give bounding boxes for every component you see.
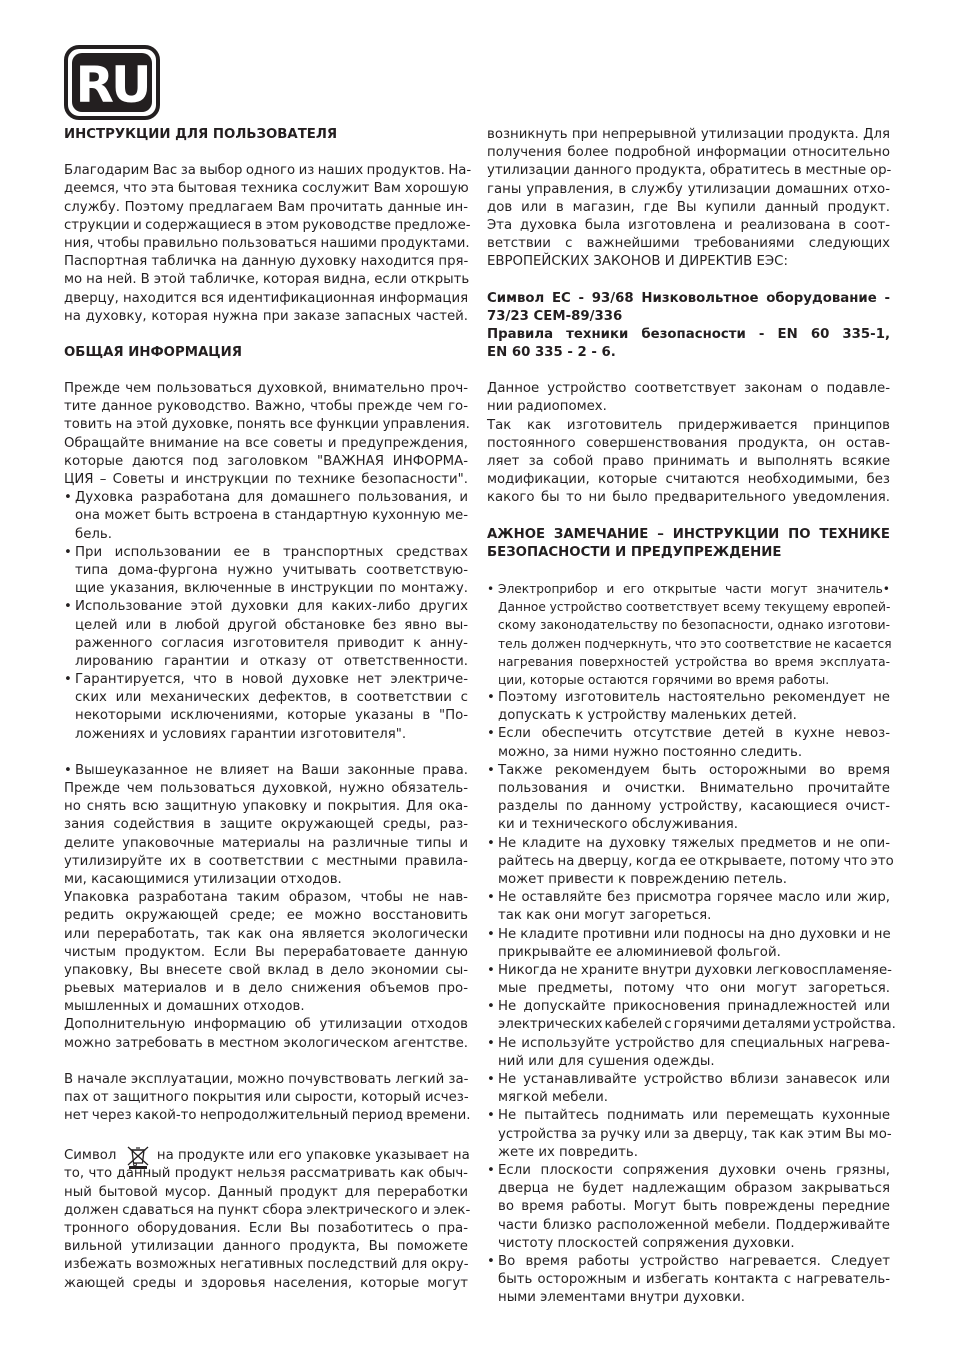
paragraph-gap [487,562,890,580]
bullet-continuation: щие указания, включенные в инструкции по монтажу. [75,581,468,597]
section-heading: ОБЩАЯ ИНФОРМАЦИЯ [64,344,242,360]
right-column [487,126,896,1307]
symbol-line-before: Символ [64,1148,117,1164]
text-line: должен сдаваться на пункт сбора электрического и элек- [64,1202,471,1218]
section-heading: БЕЗОПАСНОСТИ И ПРЕДУПРЕЖДЕНИЕ [487,544,782,560]
text-line: ганы управления, в службу утилизации домашних отхо- [487,181,890,197]
text-line: ный бытовой мусор. Данный продукт для переработки [64,1184,468,1200]
bullet-item: • Вышеуказанное не влияет на Ваши законные права. [64,762,468,780]
bullet-continuation: ний или для сушения одежды. [498,1053,715,1069]
text-line: Упаковка разработана таким образом, чтобы не нав- [64,890,468,906]
text-line: получения более подробной информации относительно [487,145,890,161]
text-line: можно затребовать в местном экологическом агентстве. [64,1035,468,1051]
bullet-continuation: она может быть встроена в стандартную кухонную ме- [75,508,468,524]
bullet-continuation: устройства за ручку или за дверцу, так как этим Вы мо- [498,1126,892,1142]
paragraph-gap [64,1125,468,1143]
text-line: Благодарим Вас за выбор одного из наших продуктов. На- [64,163,472,179]
bullet-continuation: электрических кабелей с горячими деталями устройства. [498,1017,896,1033]
text-line: ЦИЯ – Советы и инструкции по технике безопасности". [64,472,468,487]
bullet-continuation: дверца не будет надлежащим образом закрываться [498,1181,890,1197]
paragraph-gap [64,362,468,380]
bullet-continuation: ложениях и условиях гарантии изготовителя". [75,726,407,742]
bullet-continuation: может привести к повреждению петель. [498,871,788,887]
language-badge-fill [72,53,152,112]
text-line: деемся, что эта бытовая техника сослужит Вам хорошую [64,181,469,197]
text-line: Прежде чем пользоваться духовкой, нужно обязатель- [64,781,468,796]
bullet-item: • Поэтому изготовитель настоятельно рекомендует не [487,689,890,707]
bullet-item: • Не оставляйте без присмотра горячее масло или жир, [487,889,890,907]
text-line: ЕВРОПЕЙСКИХ ЗАКОНОВ И ДИРЕКТИВ ЕЭС: [487,254,788,270]
text-line: нет через какой-то непродолжительный период времени. [64,1108,471,1124]
text-line: Паспортная табличка на данную духовку находится пря- [64,254,469,270]
bullet-item: • Не кладите противни или подносы на дно духовки и не [487,926,890,944]
standard-line: Символ ЕС - 93/68 Низковольтное оборудование - [487,290,890,306]
bullet-item: • Если обеспечить отсутствие детей в кухне невоз- [487,725,890,743]
bullet-item: • Никогда не храните внутри духовки легковоспламеняе- [487,962,890,980]
bullet-continuation: можно, за ними нужно постоянно следить. [498,744,803,760]
text-line: ляет за собой право принимать и выполнять всякие [487,454,890,469]
bullet-item: • При использовании ее в транспортных средствах [64,544,468,562]
text-line: Эта духовка была изготовлена и реализована в соот- [487,217,890,233]
bullet-item: • Если плоскости сопряжения духовки очень грязны, [487,1162,890,1180]
bullet-item: • Не пытайтесь поднимать или перемещать кухонные [487,1107,890,1125]
text-line: дверцу, находится вся идентификационная информация [64,290,469,306]
paragraph-gap [487,362,890,380]
bullet-continuation: допускать к устройству маленьких детей. [498,708,797,724]
text-line: Прежде чем пользоваться духовкой, внимательно проч- [64,381,468,397]
text-line: возникнуть при непрерывной утилизации продукта. Для [487,127,890,142]
bullet-continuation: раженного согласия изготовителя приводит к анну- [75,635,468,651]
text-line: жающей среды и здоровья населения, которые могут [64,1275,468,1291]
bullet-continuation: нагревания поверхностей устройства во время эксплуата- [498,654,890,669]
bullet-item: • Не кладите на духовку тяжелых предметов и не опи- [487,835,890,853]
paragraph-gap [487,272,890,290]
text-line: но снять всю защитную упаковку и покрытия. Для ока- [64,799,468,815]
bullet-continuation: во время работы. Могут быть повреждены передние [498,1199,890,1215]
text-line: утилизации данного продукта, обратитесь в местные ор- [487,163,892,179]
bullet-continuation: ными элементами внутри духовки. [498,1290,746,1306]
section-heading: ИНСТРУКЦИИ ДЛЯ ПОЛЬЗОВАТЕЛЯ [64,127,338,142]
bullet-continuation: быть осторожным и избегать контакта с нагреватель- [498,1272,890,1288]
text-line: утилизируйте их в соответствии с местными правила- [64,853,468,869]
bullet-continuation: бель. [75,526,112,542]
left-column-text-end [64,1165,471,1292]
text-line: зания содействия в защите окружающей среды, раз- [64,817,468,833]
text-line: службу. Поэтому предлагаем Вам прочитать данные ин- [64,199,468,215]
bullet-continuation: ских или механических дефектов, в соответствии с [75,690,468,706]
bullet-continuation: жете их повредить. [498,1144,638,1160]
language-code: RU [75,56,149,114]
text-line: Дополнительную информацию об утилизации отходов [64,1017,468,1033]
text-line: модификации, которые считаются необходимыми, без [487,472,890,488]
text-line: или переработать, так как она является экологически [64,926,468,942]
bullet-item: • Гарантируется, что в новой духовке нет электриче- [64,671,468,689]
text-line: тите данное руководство. Важно, чтобы прежде чем го- [64,399,468,415]
text-line: Обращайте внимание на все советы и предупреждения, [64,435,468,451]
bullet-continuation: ции, которые остаются горячими во время работы. [498,672,830,687]
symbol-line [64,1143,468,1165]
text-line: дов или в магазин, где Вы купили данный продукт. [487,199,890,215]
bullet-continuation: мягкой мебели. [498,1090,609,1106]
text-line: струкции и содержащиеся в этом руководстве предложе- [64,217,471,233]
text-line: рьевых материалов и в дело снижения объемов про- [64,981,468,997]
left-column-text [64,126,472,1143]
language-badge [64,45,160,120]
text-line: то, что данный продукт нельзя рассматривать как обыч- [64,1166,468,1182]
right-column-text [487,126,896,1307]
bullet-item: • Использование этой духовки для каких-либо других [64,598,468,616]
text-line: пах от защитного покрытия или сырости, который исчез- [64,1090,469,1105]
bullet-continuation: разделы по данному устройству, касающиеся очист- [498,799,890,815]
text-line: которые даются под заголовком "ВАЖНАЯ ИНФОРМА- [64,453,468,469]
text-line: мо на ней. В этой табличке, которая видна, если открыть [64,272,470,288]
text-line: товить на этой духовке, понять все функции управления. [64,417,470,433]
bullet-item: • Не допускайте прикосновения принадлежностей или [487,998,890,1016]
standard-line: Правила техники безопасности - EN 60 335-1, [487,326,890,342]
bullet-continuation: ки и технического обслуживания. [498,817,738,833]
symbol-line-after: на продукте или его упаковке указывает на [156,1148,470,1164]
paragraph-gap [64,1053,468,1071]
paragraph-gap [64,326,468,344]
standard-line: EN 60 335 - 2 - 6. [487,345,616,361]
bullet-continuation: тель должен подчеркнуть, что это соответствие не касается [498,636,892,651]
bullet-continuation: мые предметы, потому что они могут загореться. [498,981,890,997]
bullet-item: • Духовка разработана для домашнего пользования, и [64,489,468,507]
text-line: Данное устройство соответствует законам о подавле- [487,381,890,397]
text-line: постоянного совершенствования продукта, он остав- [487,435,890,451]
paragraph-gap [487,508,890,526]
bullet-continuation: некоторыми исключениями, которые указаны в "По- [75,708,468,724]
bullet-item: • Не используйте устройство для специальных нагрева- [487,1035,890,1053]
bullet-item: • Не устанавливайте устройство вблизи занавесок или [487,1071,890,1089]
bullet-item: • Электроприбор и его открытые части могут значитель• [487,580,890,598]
standard-line: 73/23 CEM-89/336 [487,308,623,324]
bullet-continuation: части близко расположенной мебели. Поддерживайте [498,1217,890,1233]
bullet-continuation: лированию гарантии и отказу от ответственности. [75,653,468,669]
text-line: нии радиопомех. [487,399,607,415]
text-line: В начале эксплуатации, можно почувствовать легкий за- [64,1071,469,1087]
text-line: ветствии с важнейшими требованиями следующих [487,236,890,252]
text-line: делите упаковочные материалы на различные типы и [64,835,468,851]
bullet-continuation: пользования и очистки. Внимательно прочитайте [498,781,890,796]
paragraph-gap [64,144,468,162]
text-line: чистым продуктом. Если Вы перерабатоваете данную [64,944,468,960]
paragraph-gap [64,744,468,762]
text-line: редить окружающей среде; ее можно восстановить [64,908,468,924]
bullet-continuation: Данное устройство соответствует всему текущему европей- [498,600,891,615]
text-line: Так как изготовитель придерживается принципов [487,417,890,433]
bullet-continuation: целей или в любой другой обстановке без явно вы- [75,617,468,633]
bullet-continuation: прикрывайте ее алюминиевой фольгой. [498,944,781,960]
text-line: на духовку, которая нужна при заказе запасных частей. [64,308,468,324]
text-line: упаковку, Вы внесете свой вклад в дело экономии сы- [64,962,468,978]
text-line: мышленных и домашних отходов. [64,999,305,1015]
bullet-continuation: райтесь на дверцу, когда ее открываете, потому что это [498,853,894,869]
section-heading: АЖНОЕ ЗАМЕЧАНИЕ – ИНСТРУКЦИИ ПО ТЕХНИКЕ [487,526,890,542]
bullet-continuation: чистоту плоскостей сопряжения духовки. [498,1235,795,1251]
left-column [64,126,472,1293]
bullet-item: • Также рекомендуем быть осторожными во время [487,762,890,780]
bullet-continuation: так как они могут загореться. [498,908,712,924]
bullet-continuation: типа дома-фургона нужно учитывать соответствую- [75,562,468,578]
bullet-continuation: скому законодательству по безопасности, однако изготови- [498,618,890,633]
text-line: тронного оборудования. Если Вы позаботитесь о пра- [64,1220,468,1236]
text-line: вильной утилизации данного продукта, Вы поможете [64,1239,468,1255]
text-line: какого бы то ни было предварительного уведомления. [487,490,890,506]
text-line: ния, чтобы правильно пользоваться нашими продуктами. [64,235,470,251]
text-line: избежать возможных негативных последствий для окру- [64,1257,469,1273]
bullet-item: • Во время работы устройство нагревается. Следует [487,1253,890,1271]
text-line: ми, касающимися утилизации отходов. [64,871,342,887]
